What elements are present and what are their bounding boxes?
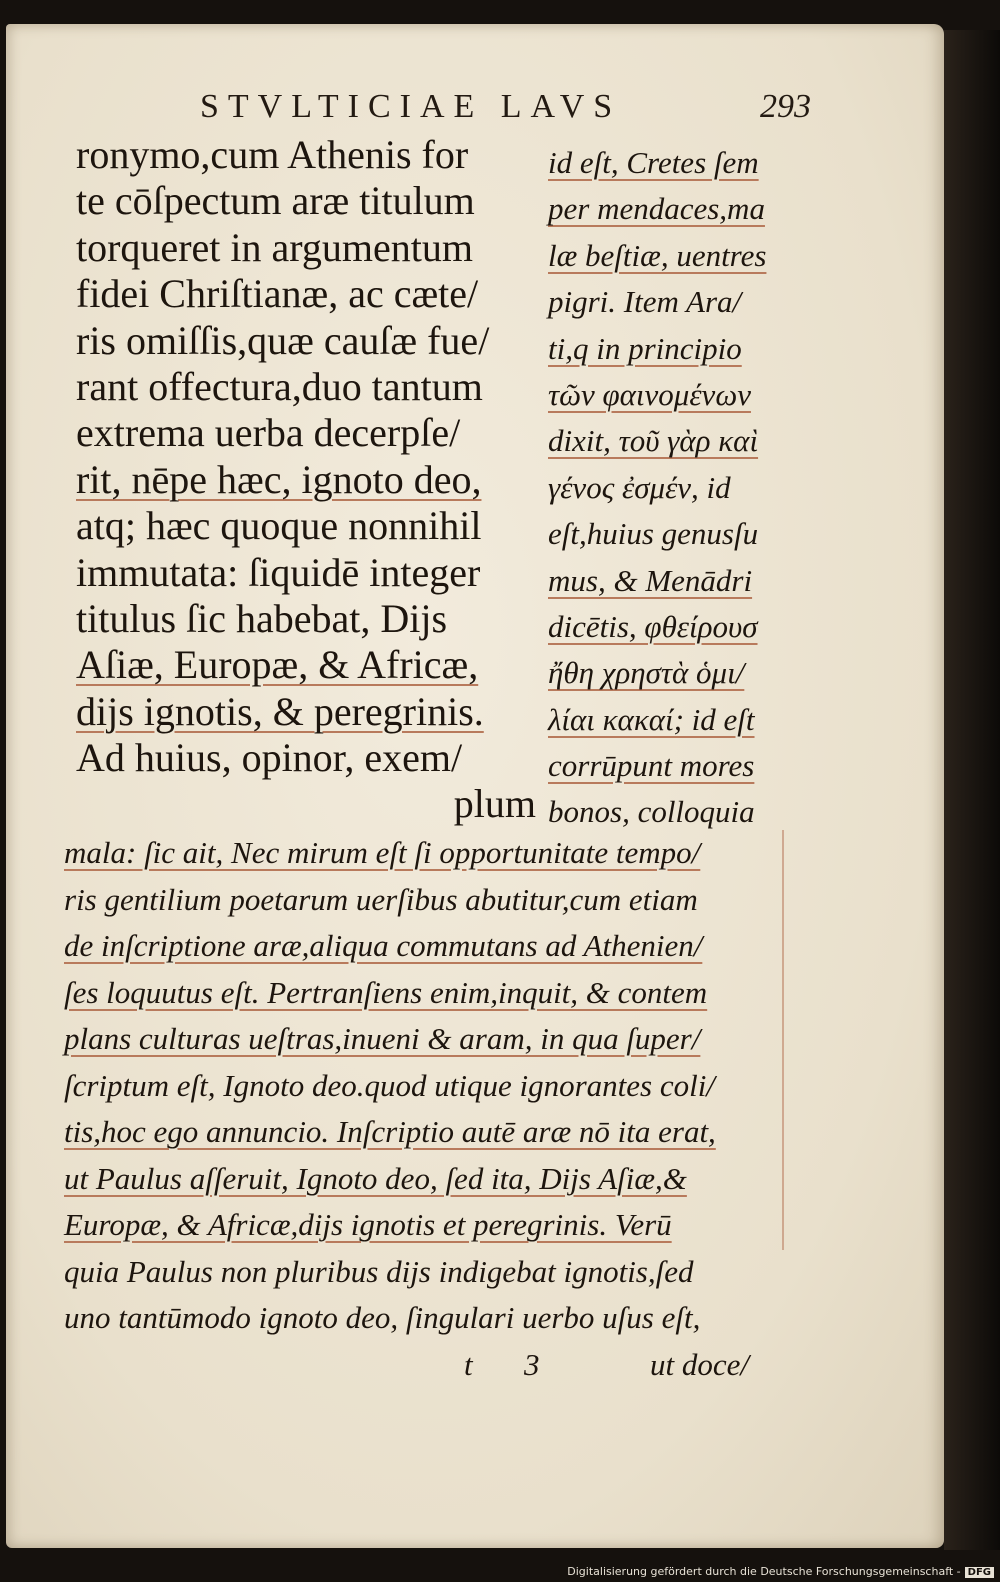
catchword: ut doce/ [650,1347,749,1382]
gloss-line: corrūpunt mores [548,748,755,784]
main-line: titulus ſic habebat, Dijs [76,595,448,641]
gloss-line: mus, & Menādri [548,562,753,598]
digitization-credit [567,1565,994,1578]
gloss-line: λίαι κακαί; id eſt [548,701,755,737]
body-text-block [64,830,764,1342]
body-line: ris gentilium poetarum uerſibus abutitur,cum etiam [64,881,698,917]
gloss-line: dicētis, φθείρουσ [548,608,758,644]
gloss-line: pigri. Item Ara/ [548,284,742,320]
credit-text: Digitalisierung gefördert durch die Deutsche Forschungsgemeinschaft - [567,1565,961,1578]
main-line: Aſiæ, Europæ, & Africæ, [76,642,479,688]
running-title: STVLTICIAE LAVS [200,88,622,125]
page-number: 293 [760,88,811,125]
gloss-line: τῶν φαινομένων [548,376,751,412]
body-line: quia Paulus non pluribus dijs indigebat ignotis,ſed [64,1253,694,1289]
body-line: ut Paulus aſſeruit, Ignoto deo, ſed ita, Dijs Aſiæ,& [64,1160,687,1196]
gloss-line: bonos, colloquia [548,794,755,830]
body-line: Europæ, & Africæ,dijs ignotis et peregrinis. Verū [64,1207,672,1242]
main-line: fidei Chriſtianæ, ac cæte/ [76,271,479,317]
gloss-line: dixit, τοῦ γὰρ καὶ [548,423,759,459]
main-line: immutata: ſiquidē integer [76,549,481,595]
gloss-line: eſt,huius genusſu [548,516,759,552]
main-line: extrema uerba decerpſe/ [76,410,461,456]
gloss-line: γένος ἐσμέν, id [548,469,731,505]
book-gutter [944,30,1000,1550]
main-line: atq; hæc quoque nonnihil [76,503,482,549]
main-line: rit, nēpe hæc, ignoto deo, [76,456,482,502]
gloss-line: ἤθη χρηστὰ ὁμι/ [548,655,745,691]
body-line: ſes loquutus eſt. Pertranſiens enim,inquit, & contem [64,974,708,1010]
gloss-line: ti,q in principio [548,330,742,366]
main-line: plum [453,781,536,827]
signature-letter: t [464,1347,473,1382]
signature-number: 3 [524,1347,540,1382]
body-line: de inſcriptione aræ,aliqua commutans ad Athenien/ [64,928,703,963]
main-line: torqueret in argumentum [76,224,473,270]
dfg-logo: DFG [965,1567,994,1578]
main-line: dijs ignotis, & peregrinis. [76,688,484,734]
main-text-column [76,132,536,828]
main-line: ronymo,cum Athenis for [76,132,469,177]
red-marginal-mark [776,830,784,1250]
marginal-gloss-column [548,140,794,836]
gloss-line: læ beſtiæ, uentres [548,237,767,273]
body-line: mala: ſic ait, Nec mirum eſt ſi opportunitate tempo/ [64,835,701,870]
body-line: plans culturas ueſtras,inueni & aram, in qua ſuper/ [64,1021,701,1056]
body-line: tis,hoc ego annuncio. Inſcriptio autē aræ nō ita erat, [64,1114,716,1149]
main-line: te cōſpectum aræ titulum [76,178,475,224]
body-line: ſcriptum eſt, Ignoto deo.quod utique ignorantes coli/ [64,1067,715,1103]
main-line: Ad huius, opinor, exem/ [76,735,463,781]
body-line: uno tantūmodo ignoto deo, ſingulari uerbo uſus eſt, [64,1300,701,1335]
gloss-line: id eſt, Cretes ſem [548,145,759,180]
gloss-line: per mendaces,ma [548,191,765,227]
main-line: rant offectura,duo tantum [76,363,483,409]
main-line: ris omiſſis,quæ cauſæ fue/ [76,317,490,363]
